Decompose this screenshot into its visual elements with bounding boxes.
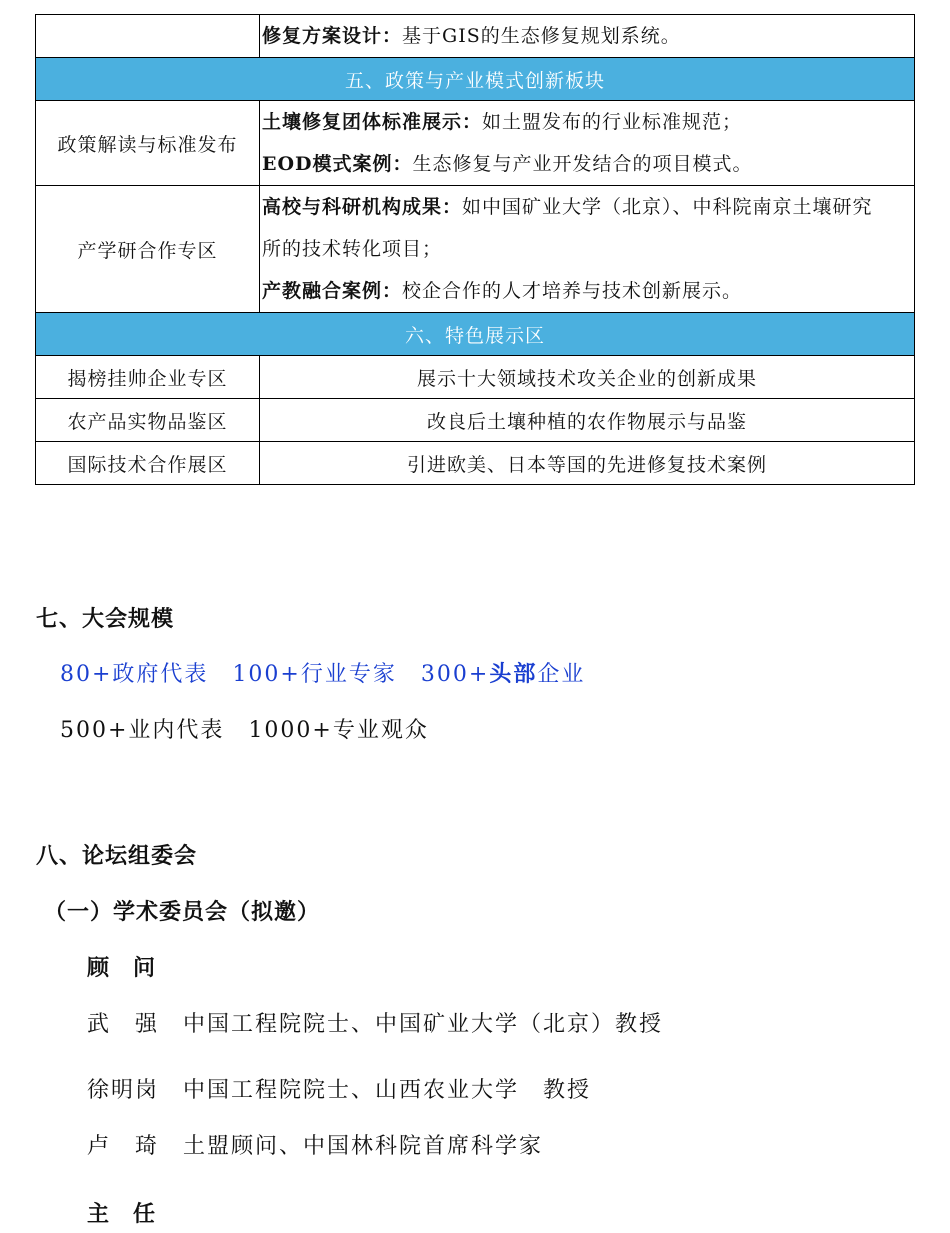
- table-row: [36, 101, 915, 186]
- cell-text: 校企合作的人才培养与技术创新展示。: [402, 280, 743, 302]
- bold-label: 土壤修复团体标准展示：: [262, 111, 483, 133]
- section-header-6: 六、特色展示区: [36, 313, 915, 356]
- table-cell: 引进欧美、日本等国的先进修复技术案例: [260, 442, 915, 485]
- cell-text: 基于GIS的生态修复规划系统。: [402, 25, 681, 47]
- row-label: 政策解读与标准发布: [36, 101, 260, 186]
- cell-text: 所的技术转化项目；: [262, 238, 443, 260]
- academic-committee-heading: （一）学术委员会（拟邀）: [44, 900, 321, 925]
- scale-heading: 七、大会规模: [36, 607, 175, 632]
- section-header-row: [36, 313, 915, 356]
- bold-label: 高校与科研机构成果：: [262, 196, 463, 218]
- stat-bold: 头部: [489, 661, 538, 687]
- table-cell: [260, 15, 915, 58]
- bold-label: 修复方案设计：: [262, 25, 403, 47]
- table-row: [36, 399, 915, 442]
- advisor-desc: 土盟顾问、中国林科院首席科学家: [183, 1134, 544, 1159]
- stat-audience: 1000+专业观众: [248, 718, 429, 743]
- cell-text: 如土盟发布的行业标准规范；: [482, 111, 743, 133]
- advisor-name: 卢 琦: [87, 1134, 160, 1159]
- table-cell: 展示十大领域技术攻关企业的创新成果: [260, 356, 915, 399]
- row-label: 揭榜挂帅企业专区: [36, 356, 260, 399]
- stat-gov: 80+政府代表: [60, 662, 209, 687]
- advisor-title: 顾 问: [87, 956, 157, 981]
- table-cell: [260, 101, 915, 186]
- bold-label: 产教融合案例：: [262, 280, 403, 302]
- advisor-entry: [87, 1073, 591, 1104]
- scale-line-2: [60, 713, 429, 744]
- advisor-name: 徐明岗: [87, 1078, 160, 1103]
- table-cell-empty: [36, 15, 260, 58]
- bold-label: EOD模式案例：: [262, 153, 413, 175]
- director-title: 主 任: [87, 1202, 157, 1227]
- advisor-name: 武 强: [87, 1012, 160, 1037]
- committee-heading: 八、论坛组委会: [36, 844, 198, 869]
- advisor-entry: [87, 1129, 543, 1160]
- table-row: [36, 15, 915, 58]
- exhibition-table: [35, 14, 915, 485]
- scale-line-1: [60, 657, 585, 688]
- table-row: [36, 356, 915, 399]
- section-header-row: [36, 58, 915, 101]
- section-header-5: 五、政策与产业模式创新板块: [36, 58, 915, 101]
- table-cell: [260, 186, 915, 313]
- cell-text: 生态修复与产业开发结合的项目模式。: [412, 153, 753, 175]
- stat-experts: 100+行业专家: [232, 662, 397, 687]
- row-label: 农产品实物品鉴区: [36, 399, 260, 442]
- advisor-desc: 中国工程院院士、山西农业大学 教授: [183, 1078, 592, 1103]
- advisor-entry: [87, 1007, 663, 1038]
- stat-insiders: 500+业内代表: [60, 718, 225, 743]
- row-label: 产学研合作专区: [36, 186, 260, 313]
- row-label: 国际技术合作展区: [36, 442, 260, 485]
- table-cell: 改良后土壤种植的农作物展示与品鉴: [260, 399, 915, 442]
- table-row: [36, 186, 915, 313]
- cell-text: 如中国矿业大学（北京）、中科院南京土壤研究: [462, 196, 873, 218]
- advisor-desc: 中国工程院院士、中国矿业大学（北京）教授: [183, 1012, 664, 1037]
- stat-num: 300+: [420, 662, 490, 687]
- table-row: [36, 442, 915, 485]
- stat-text: 企业: [537, 662, 586, 687]
